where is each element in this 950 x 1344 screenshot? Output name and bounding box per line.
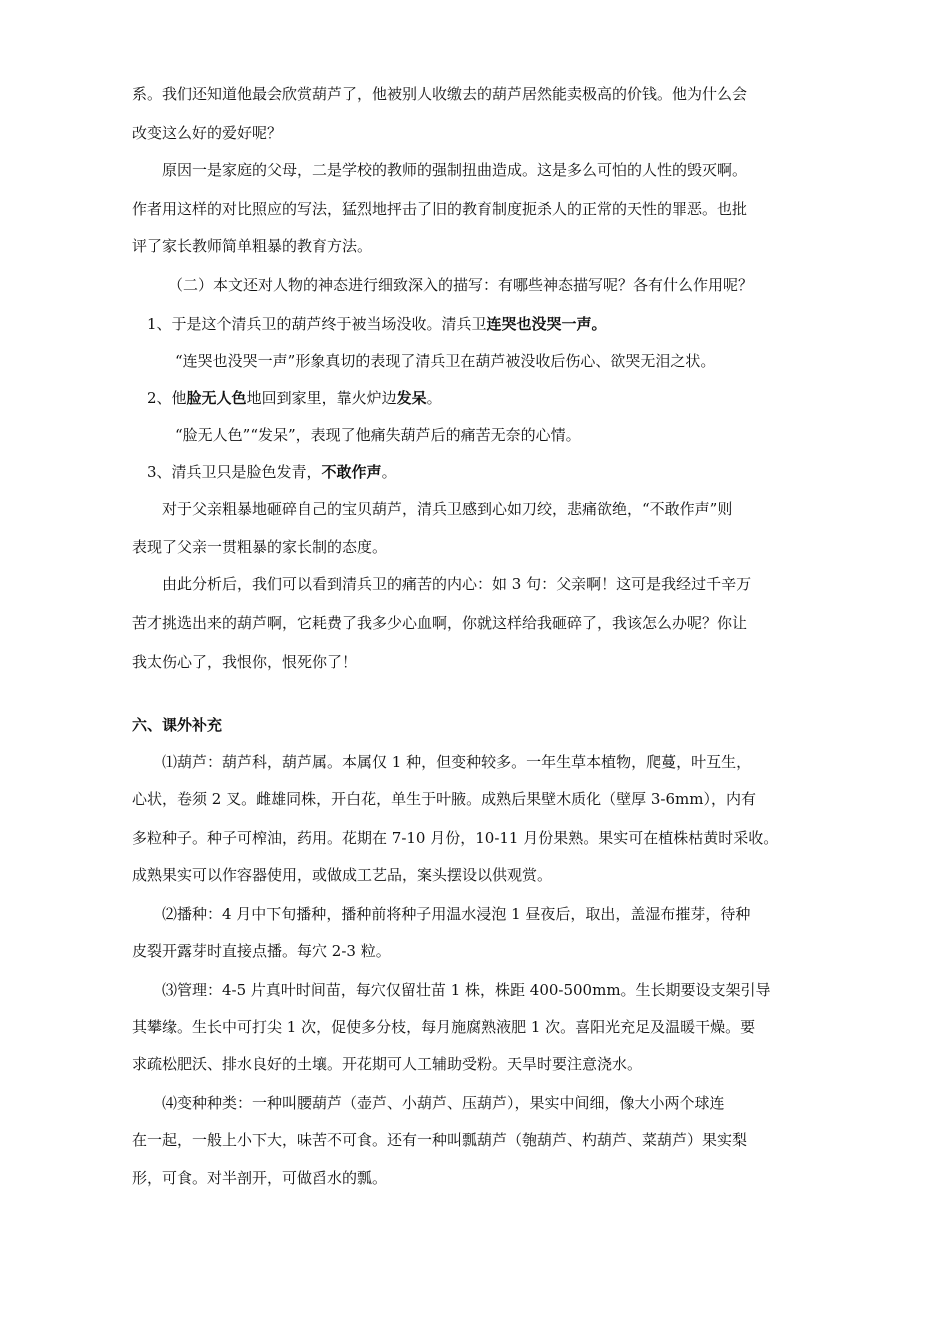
list-item [147, 388, 442, 408]
paragraph-line: 评了家长教师简单粗暴的教育方法。 [132, 237, 373, 255]
paragraph-line: ⑶管理：4-5 片真叶时间苗，每穴仅留壮苗 1 株，株距 400-500mm。生长期要设支架引导 [162, 981, 771, 999]
section-heading: 六、课外补充 [132, 716, 223, 734]
emphasis-text: 连哭也没哭一声。 [486, 315, 607, 333]
list-item-text: 2、他 [147, 389, 187, 407]
list-item-note: “连哭也没哭一声”形象真切的表现了清兵卫在葫芦被没收后伤心、欲哭无泪之状。 [175, 352, 716, 370]
paragraph-line: 改变这么好的爱好呢？ [132, 124, 283, 142]
list-item-text: 。 [426, 389, 442, 407]
list-item-note: “脸无人色”“发呆”，表现了他痛失葫芦后的痛苦无奈的心情。 [175, 426, 581, 444]
list-item [147, 462, 397, 482]
paragraph-line: 心状，卷须 2 叉。雌雄同株，开白花，单生于叶腋。成熟后果壁木质化（壁厚 3-6mm），内有 [132, 790, 756, 808]
paragraph-line: 求疏松肥沃、排水良好的土壤。开花期可人工辅助受粉。天旱时要注意浇水。 [132, 1055, 643, 1073]
paragraph-line: 我太伤心了，我恨你，恨死你了！ [132, 653, 358, 671]
list-item-text: 。 [381, 463, 397, 481]
emphasis-text: 发呆 [396, 389, 427, 407]
paragraph-line: 作者用这样的对比照应的写法，猛烈地抨击了旧的教育制度扼杀人的正常的天性的罪恶。也批 [132, 200, 748, 218]
paragraph-line: 形，可食。对半剖开，可做舀水的瓢。 [132, 1169, 388, 1187]
paragraph-line: 系。我们还知道他最会欣赏葫芦了，他被别人收缴去的葫芦居然能卖极高的价钱。他为什么会 [132, 85, 748, 103]
emphasis-text: 不敢作声 [321, 463, 382, 481]
list-item-text: 地回到家里，靠火炉边 [246, 389, 397, 407]
list-item-text: 1、于是这个清兵卫的葫芦终于被当场没收。清兵卫 [147, 315, 487, 333]
paragraph-line: 在一起，一般上小下大，味苦不可食。还有一种叫瓢葫芦（匏葫芦、杓葫芦、菜葫芦）果实梨 [132, 1131, 748, 1149]
question-line: （二）本文还对人物的神态进行细致深入的描写：有哪些神态描写呢？各有什么作用呢？ [168, 276, 754, 294]
paragraph-line: 其攀缘。生长中可打尖 1 次，促使多分枝，每月施腐熟液肥 1 次。喜阳光充足及温暖干燥。要 [132, 1018, 756, 1036]
list-item [147, 314, 607, 334]
paragraph-line: 由此分析后，我们可以看到清兵卫的痛苦的内心：如 3 句：父亲啊！这可是我经过千辛万 [162, 575, 752, 593]
list-item-text: 3、清兵卫只是脸色发青， [147, 463, 322, 481]
paragraph-line: 表现了父亲一贯粗暴的家长制的态度。 [132, 538, 388, 556]
paragraph-line: 多粒种子。种子可榨油，药用。花期在 7-10 月份，10-11 月份果熟。果实可在植株枯黄时采收。 [132, 829, 779, 847]
paragraph-line: 皮裂开露芽时直接点播。每穴 2-3 粒。 [132, 942, 391, 960]
paragraph-line: 苦才挑选出来的葫芦啊，它耗费了我多少心血啊，你就这样给我砸碎了，我该怎么办呢？你让 [132, 614, 748, 632]
paragraph-line: ⑴葫芦：葫芦科，葫芦属。本属仅 1 种，但变种较多。一年生草本植物，爬蔓，叶互生， [162, 753, 752, 771]
paragraph-line: 成熟果实可以作容器使用，或做成工艺品，案头摆设以供观赏。 [132, 866, 553, 884]
emphasis-text: 脸无人色 [186, 389, 247, 407]
paragraph-line: 原因一是家庭的父母，二是学校的教师的强制扭曲造成。这是多么可怕的人性的毁灭啊。 [162, 161, 748, 179]
paragraph-line: 对于父亲粗暴地砸碎自己的宝贝葫芦，清兵卫感到心如刀绞，悲痛欲绝，“不敢作声”则 [162, 500, 733, 518]
paragraph-line: ⑵播种：4 月中下旬播种，播种前将种子用温水浸泡 1 昼夜后，取出，盖湿布摧芽，待种 [162, 905, 751, 923]
paragraph-line: ⑷变种种类：一种叫腰葫芦（壶芦、小葫芦、压葫芦），果实中间细，像大小两个球连 [162, 1094, 725, 1112]
